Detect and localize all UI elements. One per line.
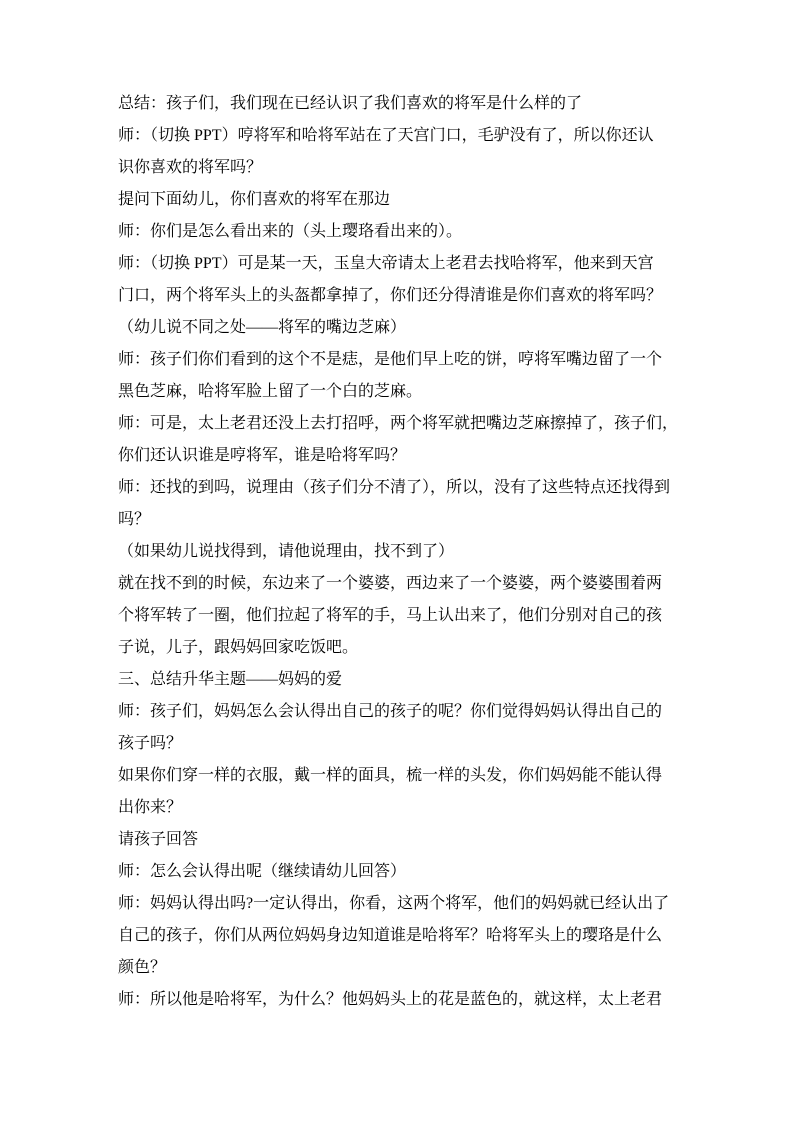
paragraph bbox=[118, 184, 718, 216]
text-line: 颜色？ bbox=[118, 959, 167, 976]
text-line: 师：妈妈认得出吗?一定认得出，你看，这两个将军，他们的妈妈就已经认出了 bbox=[118, 895, 670, 912]
text-line: 你们还认识谁是哼将军，谁是哈将军吗？ bbox=[118, 447, 407, 464]
paragraph bbox=[118, 536, 718, 568]
paragraph bbox=[118, 344, 718, 408]
paragraph bbox=[118, 408, 718, 472]
paragraph bbox=[118, 760, 718, 824]
text-line: 总结：孩子们，我们现在已经认识了我们喜欢的将军是什么样的了 bbox=[118, 95, 583, 112]
text-line: （幼儿说不同之处——将军的嘴边芝麻） bbox=[118, 319, 407, 336]
text-line: 请孩子回答 bbox=[118, 831, 199, 848]
text-line: 黑色芝麻，哈将军脸上留了一个白的芝麻。 bbox=[118, 383, 423, 400]
text-line: 师：所以他是哈将军，为什么？他妈妈头上的花是蓝色的，就这样，太上老君 bbox=[118, 991, 663, 1008]
text-line: 师：可是，太上老君还没上去打招呼，两个将军就把嘴边芝麻擦掉了，孩子们， bbox=[118, 415, 679, 432]
text-line: 门口，两个将军头上的头盔都拿掉了，你们还分得清谁是你们喜欢的将军吗？ bbox=[118, 287, 663, 304]
text-line: 师：你们是怎么看出来的（头上璎珞看出来的）。 bbox=[118, 223, 463, 240]
paragraph bbox=[118, 248, 718, 312]
paragraph bbox=[118, 472, 718, 536]
text-line: 子说，儿子，跟妈妈回家吃饭吧。 bbox=[118, 639, 359, 656]
paragraph bbox=[118, 824, 718, 856]
text-line: 师：（切换 PPT）哼将军和哈将军站在了天宫门口，毛驴没有了，所以你还认 bbox=[118, 127, 654, 144]
text-line: 师：怎么会认得出呢（继续请幼儿回答） bbox=[118, 863, 407, 880]
paragraph bbox=[118, 888, 718, 984]
paragraph bbox=[118, 856, 718, 888]
text-line: 师：（切换 PPT）可是某一天，玉皇大帝请太上老君去找哈将军，他来到天宫 bbox=[118, 255, 654, 272]
text-line: 就在找不到的时候，东边来了一个婆婆，西边来了一个婆婆，两个婆婆围着两 bbox=[118, 575, 663, 592]
paragraph bbox=[118, 216, 718, 248]
text-line: 吗？ bbox=[118, 511, 151, 528]
text-line: 识你喜欢的将军吗？ bbox=[118, 159, 263, 176]
text-line: 三、总结升华主题——妈妈的爱 bbox=[118, 671, 343, 688]
paragraph bbox=[118, 696, 718, 760]
paragraph bbox=[118, 120, 718, 184]
text-line: 出你来？ bbox=[118, 799, 183, 816]
paragraph bbox=[118, 984, 718, 1016]
text-line: 师：还找的到吗，说理由（孩子们分不清了），所以，没有了这些特点还找得到 bbox=[118, 479, 671, 496]
text-line: 师：孩子们你们看到的这个不是痣，是他们早上吃的饼，哼将军嘴边留了一个 bbox=[118, 351, 663, 368]
text-line: 师：孩子们，妈妈怎么会认得出自己的孩子的呢？你们觉得妈妈认得出自己的 bbox=[118, 703, 663, 720]
paragraph bbox=[118, 568, 718, 664]
text-line: （如果幼儿说找得到，请他说理由，找不到了） bbox=[118, 543, 455, 560]
section-heading bbox=[118, 664, 718, 696]
text-line: 提问下面幼儿，你们喜欢的将军在那边 bbox=[118, 191, 391, 208]
text-line: 个将军转了一圈，他们拉起了将军的手，马上认出来了，他们分别对自己的孩 bbox=[118, 607, 663, 624]
text-line: 如果你们穿一样的衣服，戴一样的面具，梳一样的头发，你们妈妈能不能认得 bbox=[118, 767, 663, 784]
paragraph bbox=[118, 88, 718, 120]
paragraph bbox=[118, 312, 718, 344]
document-body bbox=[118, 88, 718, 1016]
text-line: 孩子吗？ bbox=[118, 735, 183, 752]
text-line: 自己的孩子，你们从两位妈妈身边知道谁是哈将军？哈将军头上的璎珞是什么 bbox=[118, 927, 663, 944]
